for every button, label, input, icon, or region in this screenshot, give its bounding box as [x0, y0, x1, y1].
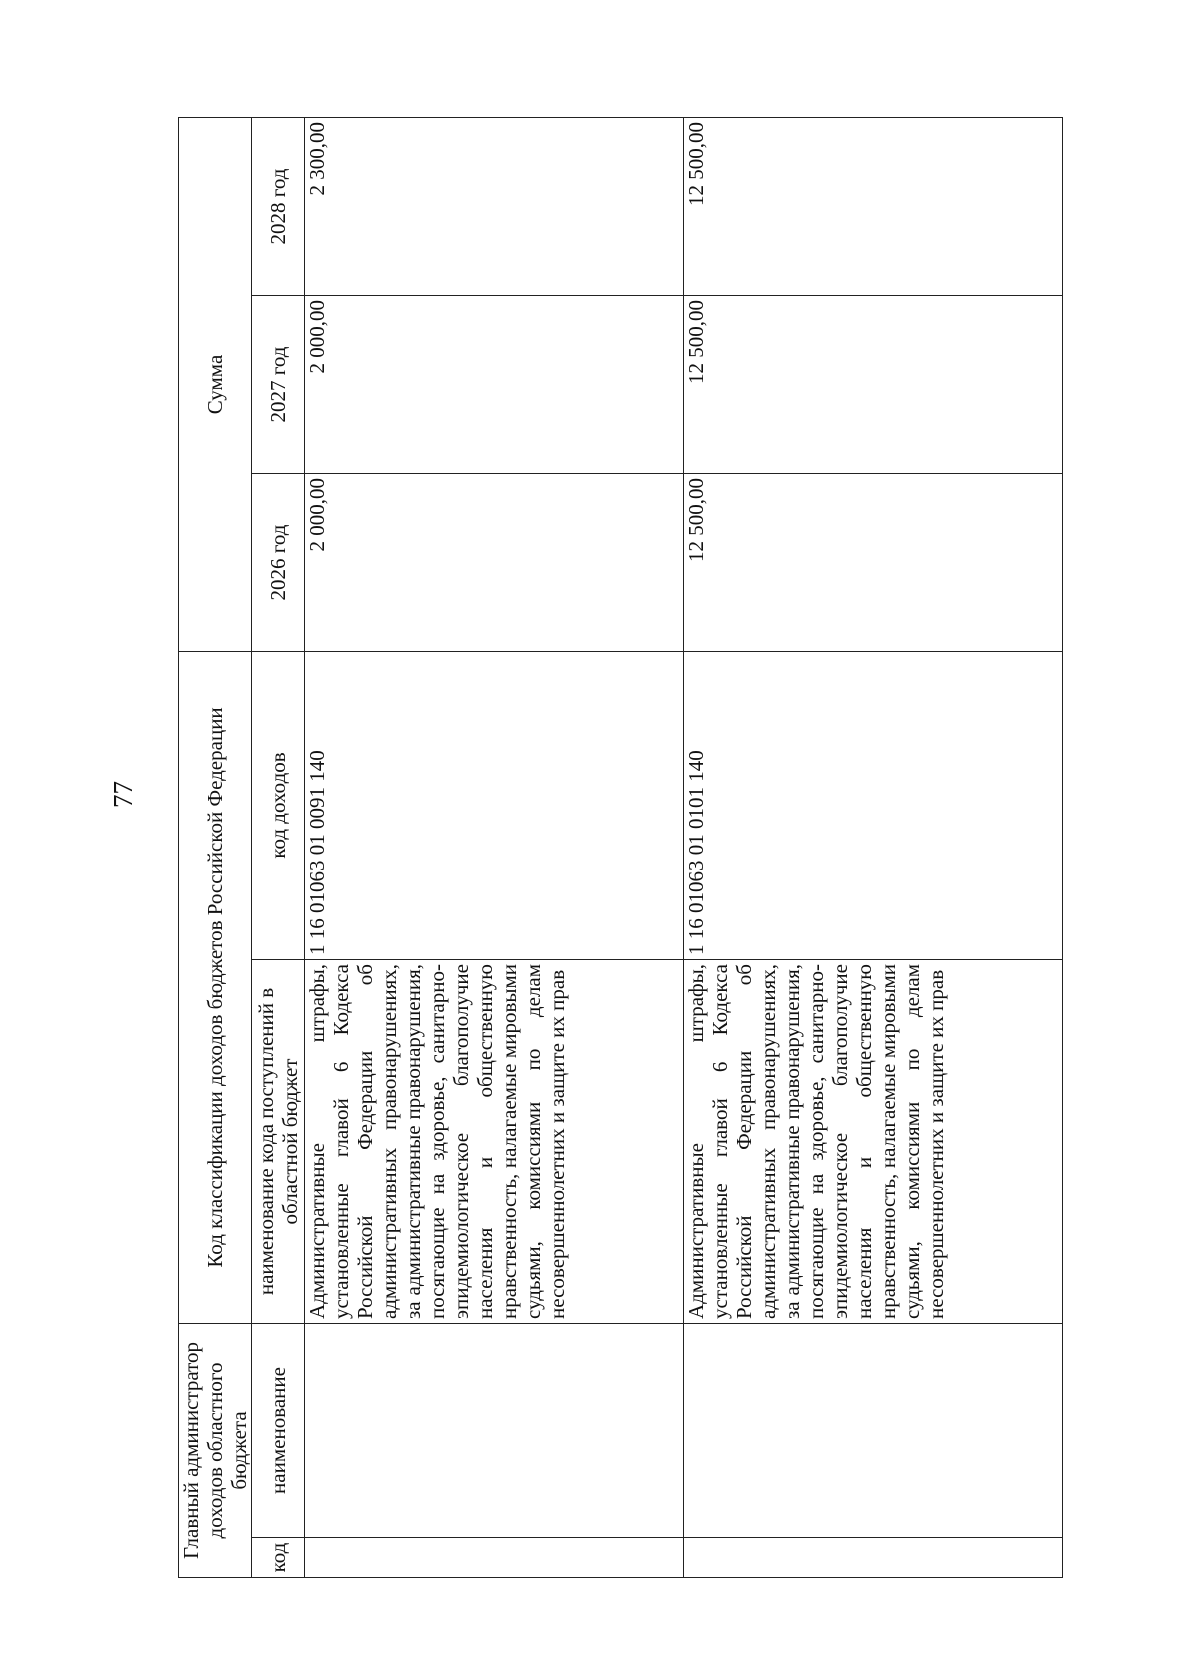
admin-code-cell: [305, 1538, 684, 1578]
income-code-cell: 1 16 01063 01 0101 140: [684, 651, 1063, 959]
admin-name-cell: [305, 1324, 684, 1538]
amount-2028-cell: 12 500,00: [684, 117, 1063, 295]
header-row-top: [179, 117, 252, 1577]
page-number: 77: [108, 781, 138, 808]
income-name-cell: Административные штрафы, установленные главой 6 Кодекса Российской Федерации об административных правонарушениях, за административные правонарушения, посягающие на здоровье, санитарно-эпидемиологическое благополучие населения и общественную нравственность, налагаемые мировыми судьями, комиссиями по делам несовершеннолетних и защите их прав: [305, 960, 684, 1324]
amount-2026-cell: 12 500,00: [684, 473, 1063, 651]
header-year-2027: 2027 год: [252, 295, 305, 473]
income-table: [178, 117, 1063, 1578]
amount-2028-cell: 2 300,00: [305, 117, 684, 295]
header-name: наименование: [252, 1324, 305, 1538]
admin-name-cell: [684, 1324, 1063, 1538]
header-income-code: код доходов: [252, 651, 305, 959]
table-row: [305, 117, 684, 1577]
header-income-name: наименование кода поступлений в областной бюджет: [252, 960, 305, 1324]
income-name-cell: Административные штрафы, установленные главой 6 Кодекса Российской Федерации об административных правонарушениях, за административные правонарушения, посягающие на здоровье, санитарно-эпидемиологическое благополучие населения и общественную нравственность, налагаемые мировыми судьями, комиссиями по делам несовершеннолетних и защите их прав: [684, 960, 1063, 1324]
header-classification-group: Код классификации доходов бюджетов Российской Федерации: [179, 651, 252, 1323]
header-code: код: [252, 1538, 305, 1578]
rotated-table-sheet: [178, 118, 1058, 1578]
header-year-2026: 2026 год: [252, 473, 305, 651]
amount-2026-cell: 2 000,00: [305, 473, 684, 651]
header-admin-group: Главный администратор доходов областного бюджета: [179, 1324, 252, 1578]
header-row-columns: [252, 117, 305, 1577]
income-code-cell: 1 16 01063 01 0091 140: [305, 651, 684, 959]
table-row: [684, 117, 1063, 1577]
admin-code-cell: [684, 1538, 1063, 1578]
amount-2027-cell: 2 000,00: [305, 295, 684, 473]
header-year-2028: 2028 год: [252, 117, 305, 295]
header-sum-group: Сумма: [179, 117, 252, 651]
amount-2027-cell: 12 500,00: [684, 295, 1063, 473]
